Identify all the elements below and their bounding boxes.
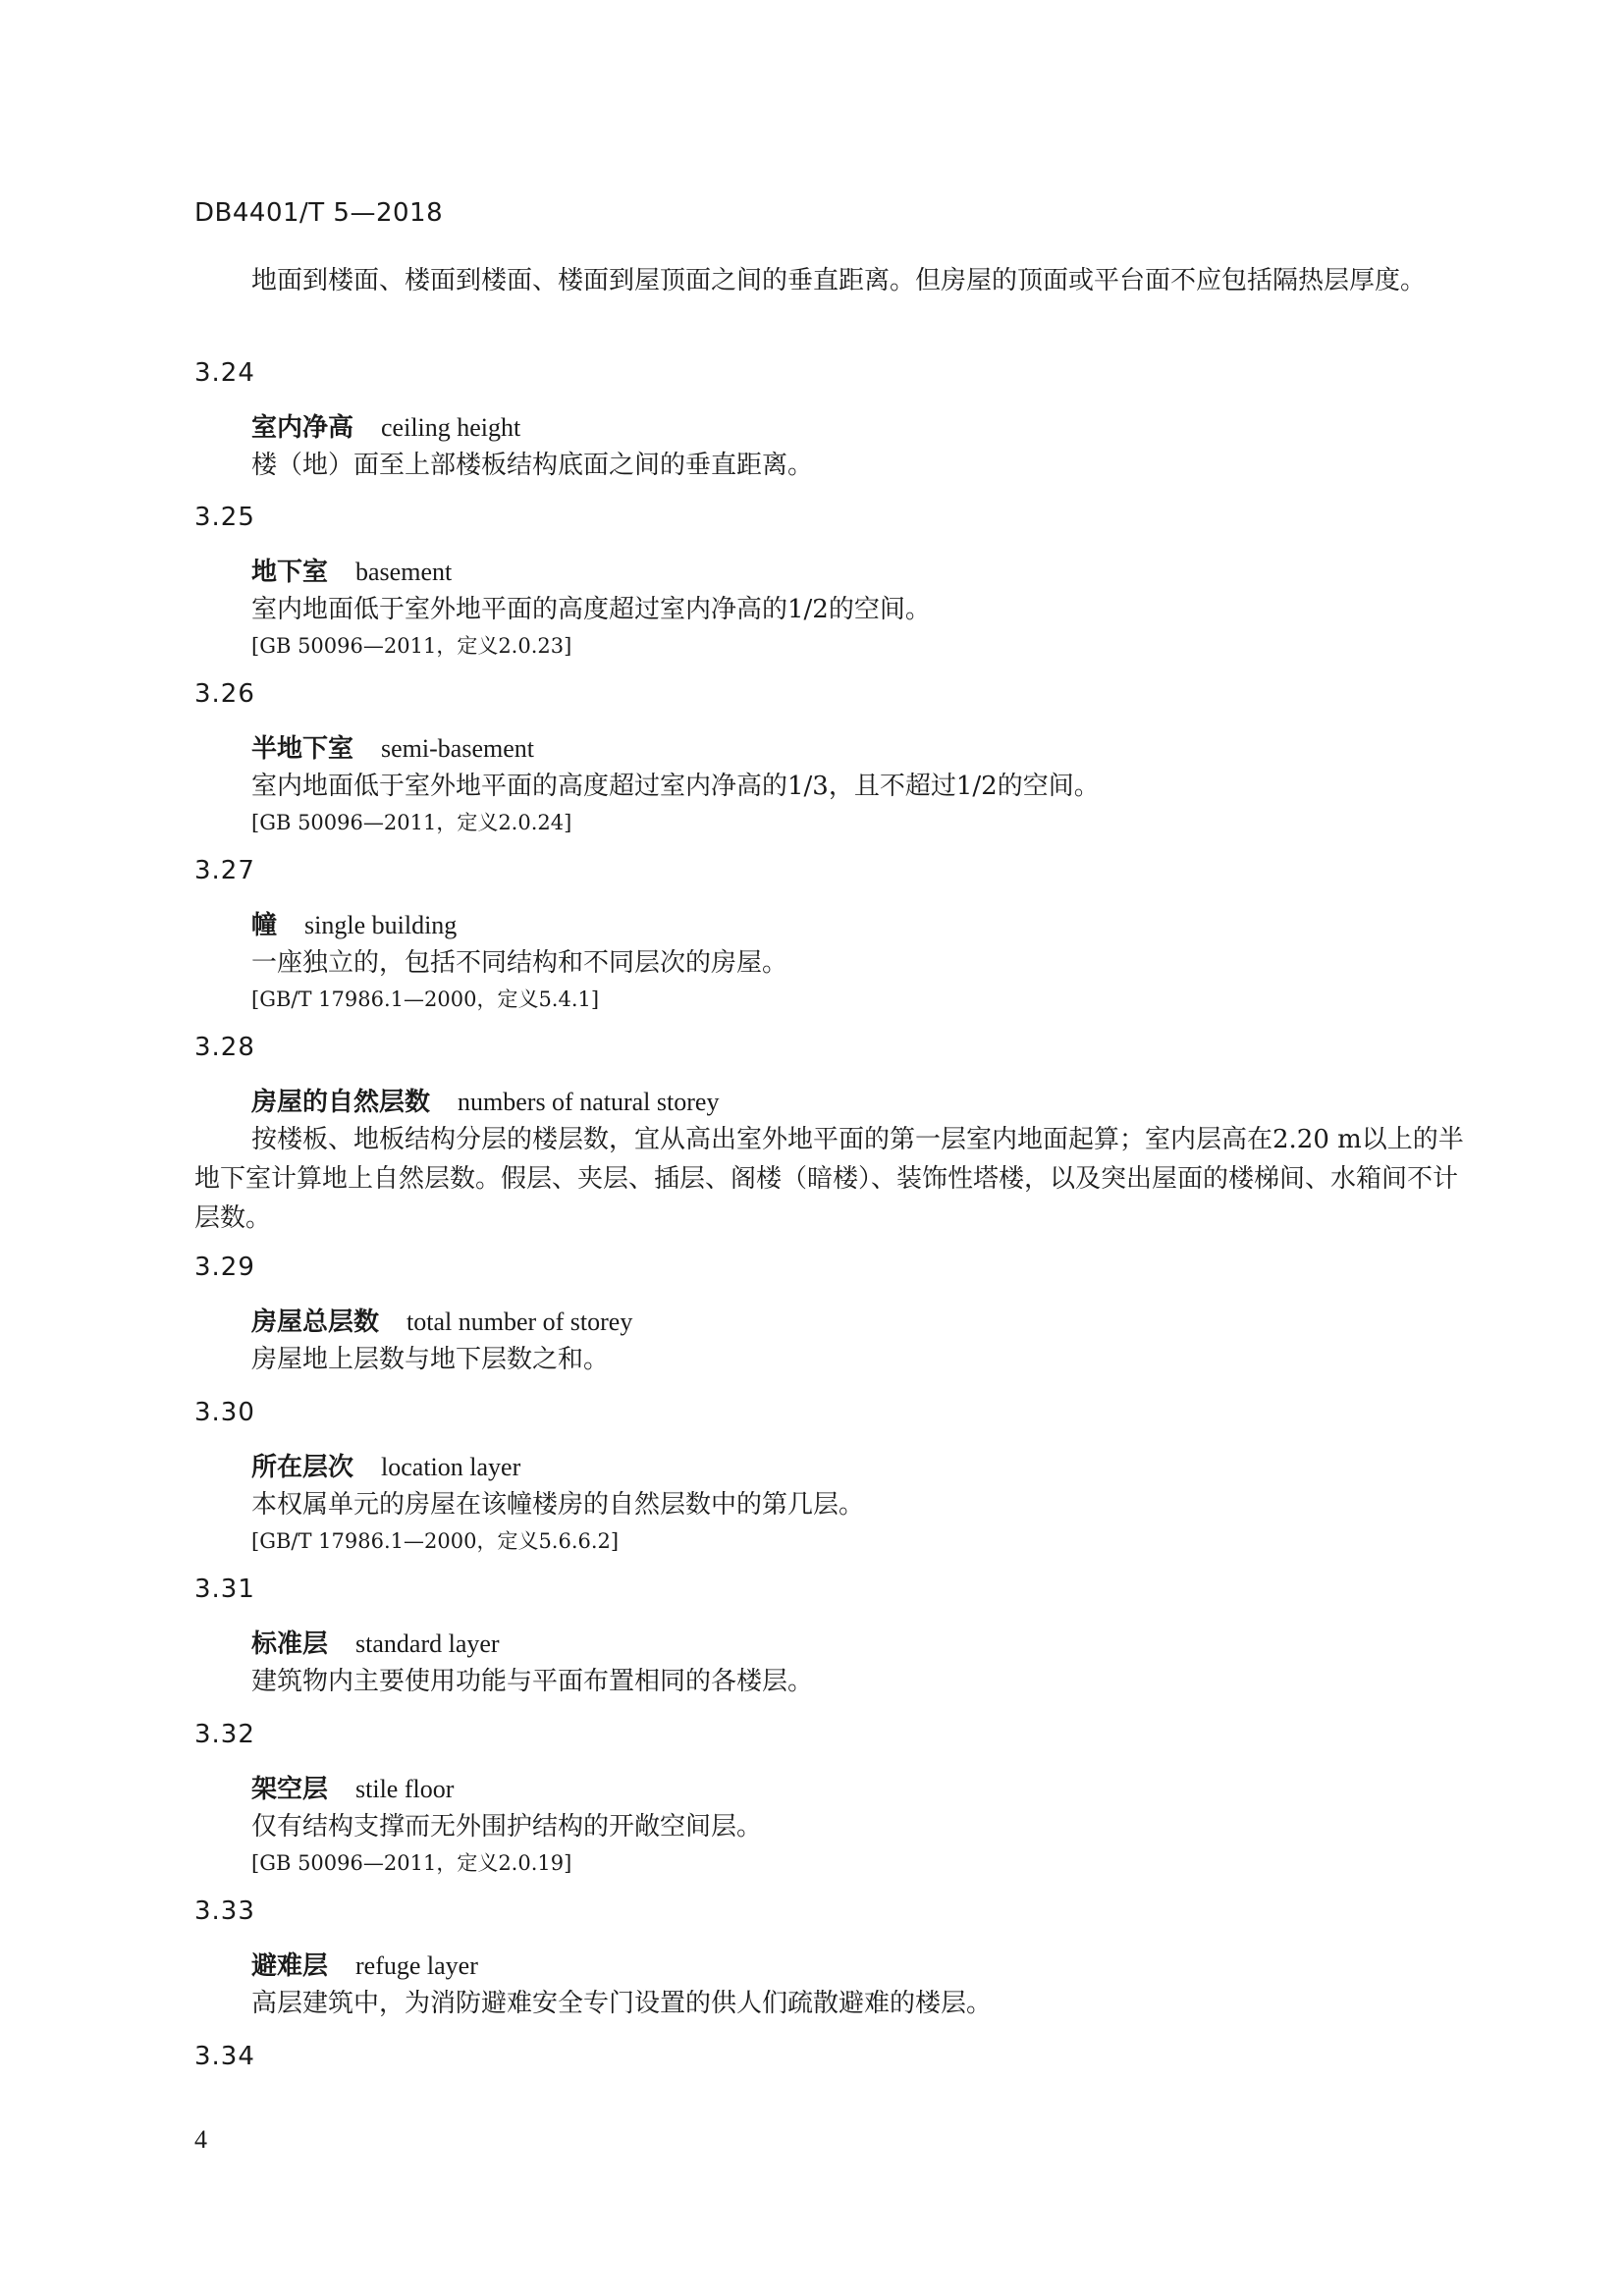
term-en: refuge layer: [355, 1951, 478, 1980]
term-heading: [251, 1305, 632, 1340]
source-reference: [GB/T 17986.1—2000，定义5.4.1]: [251, 988, 600, 1011]
term-en: single building: [304, 911, 458, 939]
term-definition: 室内地面低于室外地平面的高度超过室内净高的1/2的空间。: [251, 595, 931, 624]
intro-paragraph: 地面到楼面、楼面到楼面、楼面到屋顶面之间的垂直距离。但房屋的顶面或平台面不应包括隔热层厚度。: [251, 266, 1427, 295]
source-reference: [GB 50096—2011，定义2.0.19]: [251, 1851, 572, 1875]
term-definition: 一座独立的，包括不同结构和不同层次的房屋。: [251, 948, 788, 978]
clause-number: 3.24: [194, 358, 255, 388]
clause-number: 3.26: [194, 679, 255, 709]
term-zh: 所在层次: [251, 1453, 354, 1482]
clause-number: 3.30: [194, 1398, 255, 1427]
term-definition: 室内地面低于室外地平面的高度超过室内净高的1/3，且不超过1/2的空间。: [251, 772, 1100, 801]
source-reference: [GB 50096—2011，定义2.0.23]: [251, 634, 572, 658]
term-definition: 按楼板、地板结构分层的楼层数，宜从高出室外地平面的第一层室内地面起算；室内层高在2.20 m以上的半地下室计算地上自然层数。假层、夹层、插层、阁楼（暗楼）、装饰性塔楼，以及突出屋面的楼梯间、水箱间不计层数。: [194, 1125, 1464, 1233]
term-zh: 房屋总层数: [251, 1308, 380, 1337]
source-reference: [GB 50096—2011，定义2.0.24]: [251, 811, 572, 834]
clause-number: 3.28: [194, 1033, 255, 1062]
term-zh: 室内净高: [251, 413, 354, 443]
clause-number: 3.25: [194, 503, 255, 532]
term-definition: 仅有结构支撑而无外围护结构的开敞空间层。: [251, 1812, 763, 1842]
term-en: standard layer: [355, 1629, 500, 1658]
term-heading: [251, 908, 457, 943]
clause-number: 3.32: [194, 1720, 255, 1749]
page-number: 4: [194, 2125, 207, 2154]
term-zh: 半地下室: [251, 734, 354, 764]
clause-number: 3.29: [194, 1253, 255, 1282]
term-en: semi-basement: [381, 734, 534, 763]
term-heading: [251, 555, 452, 590]
document-code-header: DB4401/T 5—2018: [194, 198, 444, 228]
clause-number: 3.34: [194, 2042, 255, 2071]
term-definition: 建筑物内主要使用功能与平面布置相同的各楼层。: [251, 1667, 814, 1696]
term-heading: [251, 1450, 520, 1485]
source-reference: [GB/T 17986.1—2000，定义5.6.6.2]: [251, 1529, 620, 1553]
term-heading: [251, 731, 534, 767]
term-en: location layer: [381, 1453, 521, 1481]
term-zh: 地下室: [251, 558, 329, 587]
term-heading: [251, 1627, 500, 1662]
term-en: basement: [355, 558, 453, 586]
term-en: stile floor: [355, 1775, 455, 1803]
term-definition: 本权属单元的房屋在该幢楼房的自然层数中的第几层。: [251, 1490, 865, 1520]
term-zh: 房屋的自然层数: [251, 1088, 431, 1117]
clause-number: 3.27: [194, 856, 255, 885]
clause-number: 3.31: [194, 1575, 255, 1604]
term-en: numbers of natural storey: [458, 1088, 720, 1116]
term-definition: 楼（地）面至上部楼板结构底面之间的垂直距离。: [251, 451, 814, 480]
term-heading: [251, 410, 520, 446]
term-en: ceiling height: [381, 413, 521, 442]
term-en: total number of storey: [406, 1308, 633, 1336]
term-heading: [251, 1772, 454, 1807]
term-definition: 高层建筑中，为消防避难安全专门设置的供人们疏散避难的楼层。: [251, 1989, 993, 2018]
term-definition: 房屋地上层数与地下层数之和。: [251, 1345, 610, 1374]
term-heading: [251, 1949, 478, 1984]
term-heading: [251, 1085, 719, 1120]
term-zh: 幢: [251, 911, 278, 940]
term-zh: 标准层: [251, 1629, 329, 1659]
term-zh: 架空层: [251, 1775, 329, 1804]
term-zh: 避难层: [251, 1951, 329, 1981]
clause-number: 3.33: [194, 1896, 255, 1926]
